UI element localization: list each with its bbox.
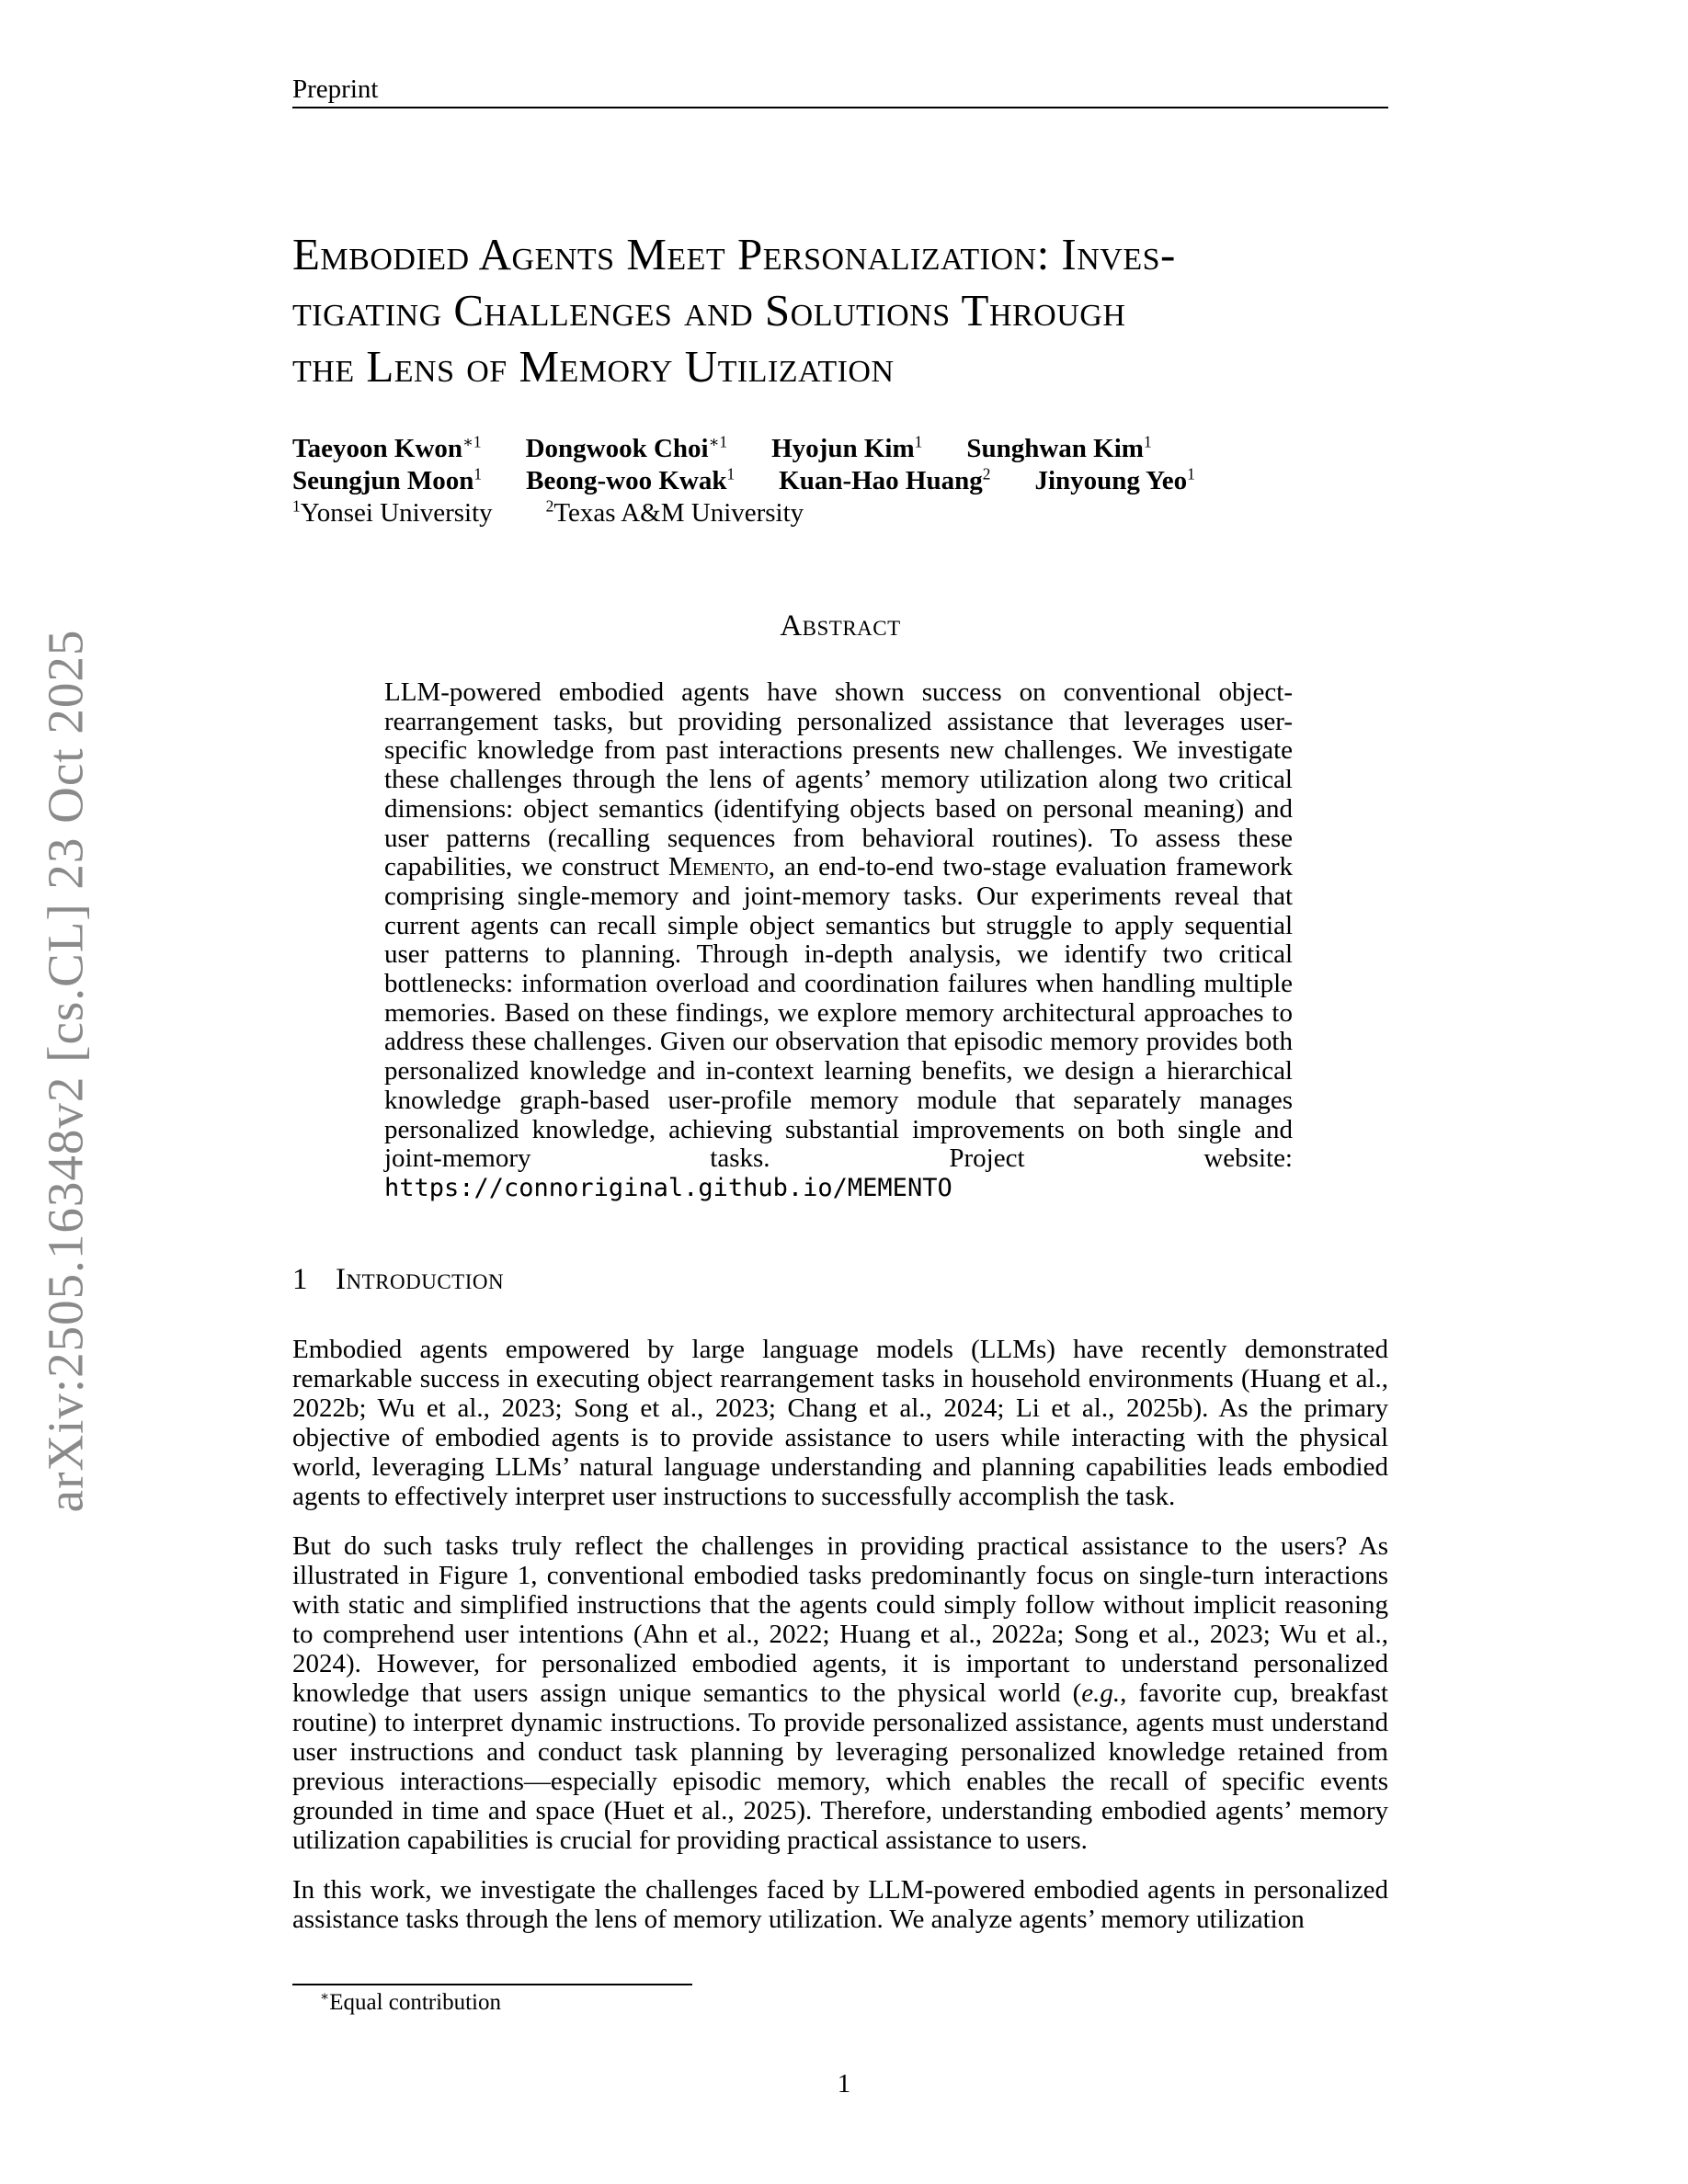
intro-paragraph-2 [292, 1531, 1388, 1855]
abstract-text: LLM-powered embodied agents have shown success on conventional object-rearrangement tasks, but providing personalized assistance that leverages user-specific knowledge from past interactions presents new challenges. We investigate these challenges through the lens of agents’ memory utilization along two critical dimensions: object semantics (identifying objects based on personal meaning) and user patterns (recalling sequences from behavioral routines). To assess these capabilities, we construct [384, 677, 1293, 882]
preprint-label: Preprint [292, 74, 379, 104]
affiliation [546, 497, 804, 529]
author-name: Hyojun Kim [771, 434, 915, 463]
author [292, 433, 482, 465]
author-name: Beong-woo Kwak [526, 466, 727, 495]
affiliation-sup: 1 [292, 496, 301, 516]
footnote-rule [292, 1984, 692, 1985]
section-title: Introduction [336, 1262, 505, 1296]
affiliation [292, 497, 493, 529]
abstract-paragraph [384, 678, 1293, 1203]
author [771, 433, 922, 465]
author-name: Seungjun Moon [292, 466, 474, 495]
affiliation-name: Texas A&M University [553, 498, 804, 528]
author-sup: 1 [1143, 432, 1152, 451]
section-number: 1 [292, 1262, 308, 1296]
intro-paragraph-1: Embodied agents empowered by large language models (LLMs) have recently demonstrated remarkable success in executing object rearrangement tasks in household environments (Huang et al., 2022b; Wu et al., 2023; Song et al., 2023; Chang et al., 2024; Li et al., 2025b). As the primary objective of embodied agents is to provide assistance to users while interacting with the physical world, leveraging LLMs’ natural language understanding and planning capabilities leads embodied agents to effectively interpret user instructions to successfully accomplish the task. [292, 1334, 1388, 1511]
title-line-2: tigating Challenges and Solutions Through [292, 285, 1126, 336]
title-line-3: the Lens of Memory Utilization [292, 341, 895, 392]
paragraph-text: , favorite cup, breakfast routine) to interpret dynamic instructions. To provide personalized assistance, agents must understand user instructions and conduct task planning by leveraging personalized knowledge retained from previous interactions—especially episodic memory, which enables the recall of specific events grounded in time and space (Huet et al., 2025). Therefore, understanding embodied agents’ memory utilization capabilities is crucial for providing practical assistance to users. [292, 1678, 1388, 1855]
abstract-text: , an end-to-end two-stage evaluation framework comprising single-memory and joint-memory tasks. Our experiments reveal that current agents can recall simple object semantics but struggle to apply sequential user patterns to planning. Through in-depth analysis, we identify two critical bottlenecks: information overload and coordination failures when handling multiple memories. Based on these findings, we explore memory architectural approaches to address these challenges. Given our observation that episodic memory provides both personalized knowledge and in-context learning benefits, we design a hierarchical knowledge graph-based user-profile memory module that separately manages personalized knowledge, achieving substantial improvements on both single and joint-memory tasks. Project website: [384, 852, 1293, 1174]
author-name: Jinyoung Yeo [1034, 466, 1188, 495]
paper-title [292, 226, 1388, 394]
intro-paragraph-3: In this work, we investigate the challenges faced by LLM-powered embodied agents in personalized assistance tasks through the lens of memory utilization. We analyze agents’ memory utilization [292, 1874, 1388, 1934]
author-name: Dongwook Choi [525, 434, 709, 463]
author [779, 465, 990, 497]
author-name: Sunghwan Kim [966, 434, 1144, 463]
author-sup: 1 [914, 432, 923, 451]
footnote-sup: ∗ [320, 1989, 330, 2005]
page-number: 1 [837, 2069, 851, 2099]
author-block [292, 433, 1388, 529]
author-sup: 2 [982, 464, 991, 483]
content-column [292, 0, 1388, 1934]
author-row-1 [292, 433, 1388, 465]
eg-italic: e.g. [1081, 1678, 1121, 1708]
author-row-2 [292, 465, 1388, 497]
author-sup: 1 [473, 464, 483, 483]
affiliation-name: Yonsei University [300, 498, 493, 528]
author-sup: 1 [726, 464, 736, 483]
footnote-block [292, 1984, 1388, 2016]
arxiv-stamp: arXiv:2505.16348v2 [cs.CL] 23 Oct 2025 [37, 629, 94, 1513]
paragraph-text: But do such tasks truly reflect the challenges in providing practical assistance to the users? As illustrated in Figure 1, conventional embodied tasks predominantly focus on single-turn interactions with static and simplified instructions that the agents could simply follow without implicit reasoning to comprehend user intentions (Ahn et al., 2022; Huang et al., 2022a; Song et al., 2023; Wu et al., 2024). However, for personalized embodied agents, it is important to understand personalized knowledge that users assign unique semantics to the physical world ( [292, 1530, 1388, 1708]
abstract-body [384, 678, 1293, 1203]
footnote-label: Equal contribution [329, 1990, 501, 2015]
affiliation-sup: 2 [545, 496, 554, 516]
author [1034, 465, 1194, 497]
affiliation-row [292, 497, 1388, 529]
author-sup: ∗1 [462, 432, 482, 451]
memento-name: Memento [667, 852, 769, 882]
footnote-text [292, 1989, 1388, 2016]
project-website-link[interactable]: https://connoriginal.github.io/MEMENTO [384, 1173, 952, 1202]
author [526, 433, 728, 465]
running-header [292, 0, 1388, 108]
author [966, 433, 1151, 465]
author-name: Taeyoon Kwon [292, 434, 463, 463]
author [526, 465, 735, 497]
title-line-1: Embodied Agents Meet Personalization: Inves- [292, 229, 1176, 279]
author [292, 465, 482, 497]
abstract-heading: Abstract [780, 609, 901, 643]
author-sup: 1 [1187, 464, 1195, 483]
section-heading-introduction [292, 1263, 1388, 1296]
author-sup: ∗1 [708, 432, 728, 451]
author-name: Kuan-Hao Huang [779, 466, 983, 495]
